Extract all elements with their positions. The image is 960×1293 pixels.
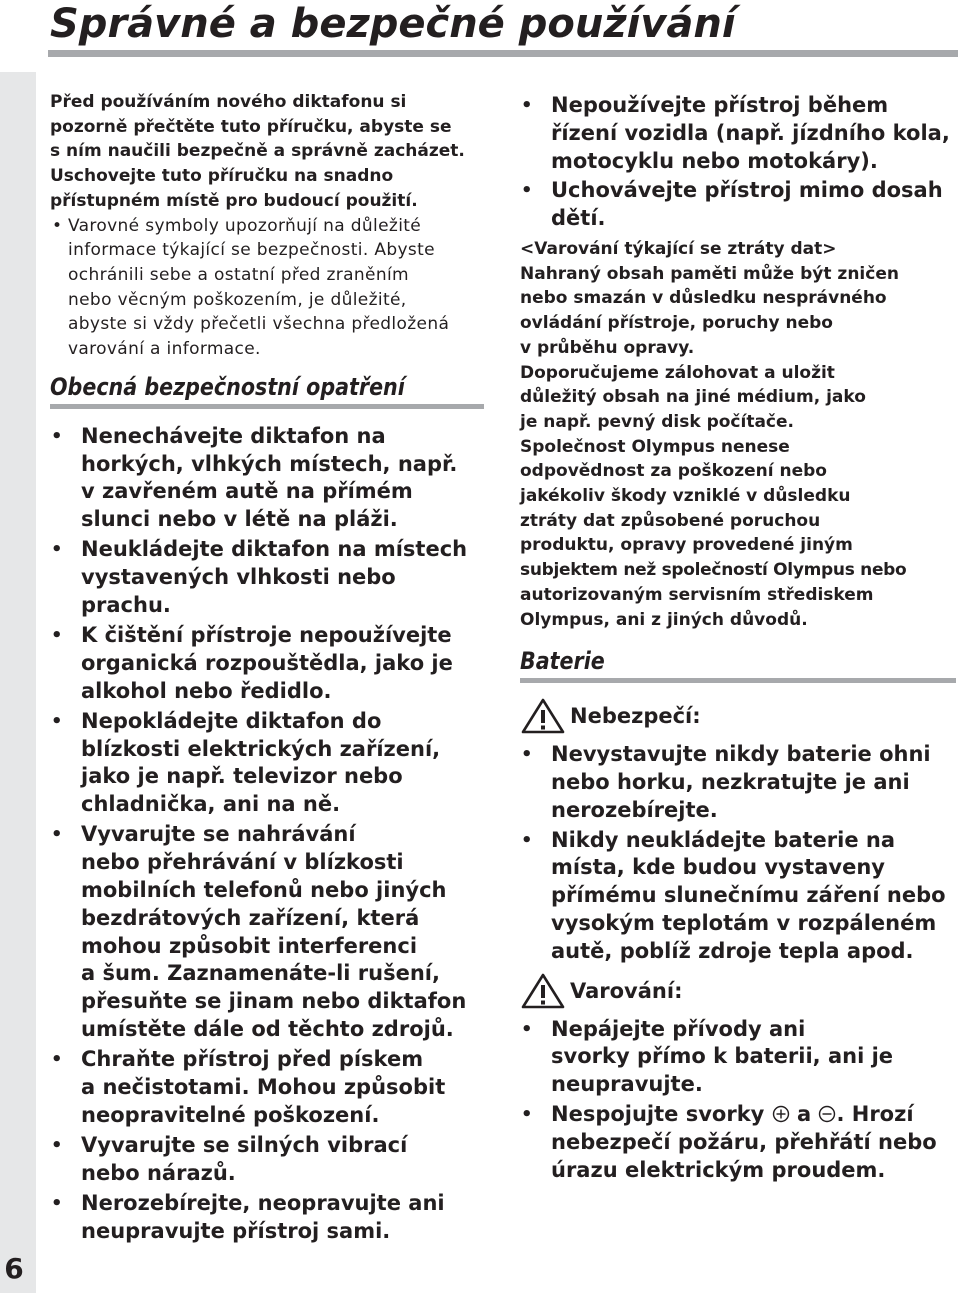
item-line: přímému slunečnímu záření nebo <box>551 883 946 908</box>
para-line: produktu, opravy provedené jiným <box>520 535 853 556</box>
title-rule <box>48 50 958 57</box>
item-line: a šum. Zaznamenáte-li rušení, <box>81 961 440 986</box>
item-line: Nepoužívejte přístroj během <box>551 93 889 117</box>
para-line: ztráty dat způsobené poruchou <box>520 510 821 531</box>
vehicle-children-list <box>520 92 960 233</box>
item-line: neupravujte přístroj sami. <box>81 1218 391 1243</box>
item-line: neopravitelné poškození. <box>81 1102 380 1127</box>
para-line: Olympus, ani z jiných důvodů. <box>520 609 808 630</box>
item-line: svorky přímo k baterii, ani je <box>551 1044 894 1069</box>
para-line: Společnost Olympus nenese <box>520 436 790 457</box>
item-line: Nikdy neukládejte baterie na <box>551 827 896 852</box>
list-item: • Nerozebírejte, neopravujte ani neupravujte přístroj sami. <box>50 1190 490 1246</box>
item-line: Nepokládejte diktafon do <box>81 708 382 733</box>
item-line: nebo nárazů. <box>81 1160 236 1185</box>
warning-list <box>520 1016 960 1185</box>
item-line: chladnička, ani na ně. <box>81 792 341 817</box>
item-line: nebo horku, nezkratujte je ani <box>551 770 910 795</box>
item-line: řízení vozidla (např. jízdního kola, <box>551 120 950 145</box>
danger-label: Nebezpečí: <box>570 704 701 729</box>
intro-line: pozorně přečtěte tuto příručku, abyste se <box>50 116 452 137</box>
item-line: Nespojujte svorky a . Hrozí <box>551 1102 914 1126</box>
item-line: horkých, vlhkých místech, např. <box>81 451 458 476</box>
item-line: místa, kde budou vystaveny <box>551 855 885 880</box>
para-line: v průběhu opravy. <box>520 337 695 358</box>
right-column <box>520 92 960 1186</box>
item-line: přesuňte se jinam nebo diktafon <box>81 989 467 1014</box>
note-line: Varovné symboly upozorňují na důležité <box>68 215 422 236</box>
para-line: důležitý obsah na jiné médium, jako <box>520 387 866 408</box>
side-margin-bar <box>0 72 36 1293</box>
list-item: • Vyvarujte se nahrávání nebo přehrávání v blízkosti mobilních telefonů nebo jiných bezdrátových zařízení, která mohou způsobit interferenci a šum. Zaznamenáte-li rušení, přesuňte se jinam nebo diktafon umístěte dále od těchto zdrojů. <box>50 821 490 1043</box>
intro-paragraph <box>50 90 490 214</box>
list-item: • Nepoužívejte přístroj během řízení vozidla (např. jízdního kola, motocyklu nebo motokáry). <box>520 92 960 175</box>
intro-line: Před používáním nového diktafonu si <box>50 92 407 112</box>
list-item: • K čištění přístroje nepoužívejte organická rozpouštědla, jako je alkohol nebo ředidlo. <box>50 622 490 705</box>
minus-terminal-icon <box>818 1105 836 1123</box>
item-line: Vyvarujte se nahrávání <box>81 822 356 847</box>
item-line: nerozebírejte. <box>551 797 718 822</box>
item-line: Uchovávejte přístroj mimo dosah <box>551 178 943 203</box>
para-line: Nahraný obsah paměti může být zničen <box>520 263 899 284</box>
item-line: mobilních telefonů nebo jiných <box>81 878 447 903</box>
para-line: odpovědnost za poškození nebo <box>520 461 827 482</box>
intro-line: přístupném místě pro budoucí použití. <box>50 190 418 211</box>
para-line: ovládání přístroje, poruchy nebo <box>520 313 833 334</box>
warning-triangle-icon <box>520 697 566 735</box>
list-item: • Uchovávejte přístroj mimo dosah dětí. <box>520 177 960 233</box>
item-line: nebo přehrávání v blízkosti <box>81 850 404 875</box>
page-number: 6 <box>4 1252 24 1285</box>
item-line: alkohol nebo ředidlo. <box>81 678 332 703</box>
left-column <box>50 90 490 1248</box>
item-line: dětí. <box>551 206 606 231</box>
item-line: K čištění přístroje nepoužívejte <box>81 623 452 648</box>
para-line: Doporučujeme zálohovat a uložit <box>520 362 835 383</box>
para-line: <Varování týkající se ztráty dat> <box>520 238 837 259</box>
item-line: neupravujte. <box>551 1072 703 1097</box>
data-loss-warning <box>520 237 960 632</box>
section-title: Obecná bezpečnostní opatření <box>50 372 405 401</box>
item-line: organická rozpouštědla, jako je <box>81 650 453 675</box>
general-precautions-heading <box>50 372 490 409</box>
item-line: Nenechávejte diktafon na <box>81 423 386 448</box>
danger-heading <box>520 697 960 735</box>
safety-symbol-note <box>50 214 490 362</box>
list-item: • Nikdy neukládejte baterie na místa, kde budou vystaveny přímému slunečnímu záření nebo vysokým teplotám v rozpáleném autě, poblíž zdroje tepla apod. <box>520 827 960 966</box>
list-item: • Neukládejte diktafon na místech vystavených vlhkosti nebo prachu. <box>50 536 490 619</box>
note-line: ochránili sebe a ostatní před zraněním <box>68 264 409 285</box>
item-line: bezdrátových zařízení, která <box>81 905 420 930</box>
item-line: vysokým teplotám v rozpáleném <box>551 911 937 936</box>
plus-terminal-icon <box>772 1105 790 1123</box>
para-line: jakékoliv škody vzniklé v důsledku <box>520 486 851 507</box>
list-item: • Nepájejte přívody ani svorky přímo k baterii, ani je neupravujte. <box>520 1016 960 1099</box>
item-line: úrazu elektrickým proudem. <box>551 1157 886 1182</box>
item-line: a nečistotami. Mohou způsobit <box>81 1075 446 1100</box>
general-precautions-list <box>50 423 490 1246</box>
item-line: Chraňte přístroj před pískem <box>81 1047 424 1072</box>
warning-heading <box>520 972 960 1010</box>
item-line: Neukládejte diktafon na místech <box>81 537 468 562</box>
para-line: subjektem než společností Olympus nebo <box>520 560 907 581</box>
warning-triangle-icon <box>520 972 566 1010</box>
item-line: Vyvarujte se silných vibrací <box>81 1133 408 1157</box>
item-line: mohou způsobit interferenci <box>81 933 418 958</box>
item-line: slunci nebo v létě na pláži. <box>81 507 398 532</box>
item-line: motocyklu nebo motokáry). <box>551 148 878 173</box>
item-line: Nevystavujte nikdy baterie ohni <box>551 742 931 767</box>
list-item: • Nepokládejte diktafon do blízkosti elektrických zařízení, jako je např. televizor nebo chladnička, ani na ně. <box>50 708 490 819</box>
bullet-dot: • <box>52 215 63 236</box>
item-line: Nerozebírejte, neopravujte ani <box>81 1190 445 1215</box>
item-line: autě, poblíž zdroje tepla apod. <box>551 938 914 963</box>
section-rule <box>50 404 484 409</box>
list-item: • Chraňte přístroj před pískem a nečistotami. Mohou způsobit neopravitelné poškození. <box>50 1046 490 1129</box>
item-line: umístěte dále od těchto zdrojů. <box>81 1017 454 1042</box>
item-line: v zavřeném autě na přímém <box>81 479 413 504</box>
item-line: Nepájejte přívody ani <box>551 1016 806 1041</box>
danger-list <box>520 741 960 965</box>
battery-heading <box>520 646 960 683</box>
item-line: blízkosti elektrických zařízení, <box>81 736 441 761</box>
list-item: • Nespojujte svorky a . Hrozí nebezpečí požáru, přehřátí nebo úrazu elektrickým proudem. <box>520 1101 960 1184</box>
list-item: • Nevystavujte nikdy baterie ohni nebo horku, nezkratujte je ani nerozebírejte. <box>520 741 960 824</box>
para-line: autorizovaným servisním střediskem <box>520 584 874 605</box>
intro-line: s ním naučili bezpečně a správně zacházet. <box>50 141 465 162</box>
list-item: • Nenechávejte diktafon na horkých, vlhkých místech, např. v zavřeném autě na přímém slunci nebo v létě na pláži. <box>50 423 490 534</box>
list-item: • Vyvarujte se silných vibrací nebo nárazů. <box>50 1132 490 1188</box>
note-line: abyste si vždy přečetli všechna předložená <box>68 314 450 335</box>
note-line: informace týkající se bezpečnosti. Abyste <box>68 240 435 261</box>
warning-label: Varování: <box>570 978 683 1003</box>
item-line: nebezpečí požáru, přehřátí nebo <box>551 1129 937 1154</box>
para-line: nebo smazán v důsledku nesprávného <box>520 288 887 309</box>
section-rule <box>520 678 956 683</box>
item-line: jako je např. televizor nebo <box>81 764 403 789</box>
item-line: prachu. <box>81 592 171 617</box>
section-title: Baterie <box>520 647 605 676</box>
note-line: varování a informace. <box>68 339 261 360</box>
para-line: je např. pevný disk počítače. <box>520 411 794 432</box>
page-title: Správné a bezpečné používání <box>50 1 736 47</box>
item-line: vystavených vlhkosti nebo <box>81 565 396 590</box>
intro-line: Uschovejte tuto příručku na snadno <box>50 166 394 187</box>
note-line: nebo věcným poškozením, je důležité, <box>68 289 407 310</box>
